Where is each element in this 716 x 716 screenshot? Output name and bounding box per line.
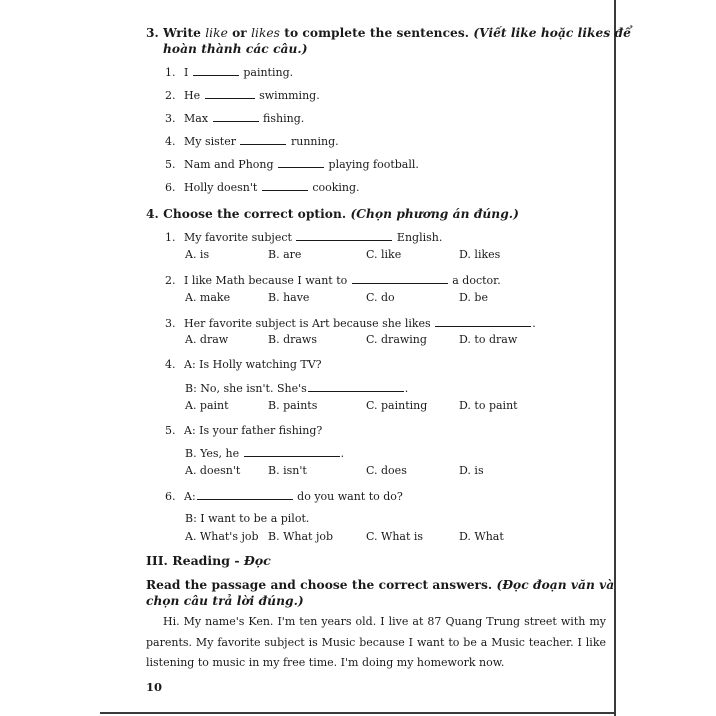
option-c[interactable]: C. What is	[366, 530, 424, 543]
question-text: My favorite subject	[184, 231, 292, 244]
item-number: 2.	[165, 89, 176, 102]
ex3-title-vi: (Viết like hoặc likes để	[473, 26, 631, 40]
item-text: cooking.	[312, 181, 360, 194]
question-text: .	[532, 317, 536, 330]
item-number: 5.	[165, 158, 176, 171]
option-d[interactable]: D. be	[459, 291, 488, 304]
item-text: running.	[290, 135, 339, 148]
option-c[interactable]: C. does	[366, 464, 407, 477]
section-title-vi: Đọc	[243, 553, 271, 568]
page-edge-right	[614, 0, 616, 716]
item-text: Holly doesn't	[184, 181, 258, 194]
ex3-item-6	[165, 180, 360, 194]
answer-blank[interactable]	[352, 273, 448, 284]
option-b[interactable]: B. have	[268, 291, 310, 304]
exercise-3-title	[146, 26, 631, 40]
section-title-text: III. Reading -	[146, 553, 244, 568]
ex3-item-2	[165, 88, 320, 102]
question-text: A: Is Holly watching TV?	[184, 358, 322, 371]
option-a[interactable]: A. paint	[185, 399, 229, 412]
item-text: playing football.	[328, 158, 419, 171]
exercise-4-title	[146, 207, 519, 221]
page-edge-bottom	[100, 712, 616, 714]
ex4-question-5-line2	[185, 446, 344, 460]
instruction-vi-line2: chọn câu trả lời đúng.)	[146, 594, 304, 608]
answer-blank[interactable]	[435, 316, 531, 327]
answer-blank[interactable]	[278, 157, 324, 168]
question-text: A: Is your father fishing?	[184, 424, 323, 437]
ex4-question-1	[165, 230, 442, 244]
question-text: .	[404, 382, 409, 395]
option-d[interactable]: D. likes	[459, 248, 501, 261]
option-a[interactable]: A. is	[185, 248, 210, 261]
question-text: .	[340, 447, 345, 460]
ex3-title-part: to complete the sentences.	[279, 26, 474, 40]
question-text: A:	[184, 490, 196, 503]
ex4-question-4	[165, 358, 322, 371]
ex3-item-3	[165, 111, 304, 125]
ex3-item-5	[165, 157, 419, 171]
item-text: My sister	[184, 135, 236, 148]
question-number: 2.	[165, 274, 176, 287]
question-number: 4.	[165, 358, 176, 371]
ex3-or-word: or	[227, 26, 252, 40]
ex4-question-3	[165, 316, 536, 330]
option-c[interactable]: C. painting	[366, 399, 428, 412]
item-text: Max	[184, 112, 209, 125]
option-d[interactable]: D. to draw	[459, 333, 518, 346]
item-number: 1.	[165, 66, 176, 79]
option-b[interactable]: B. isn't	[268, 464, 307, 477]
reading-instruction	[146, 578, 614, 592]
option-b[interactable]: B. are	[268, 248, 302, 261]
option-c[interactable]: C. do	[366, 291, 395, 304]
page-number: 10	[146, 680, 163, 694]
item-text: I	[184, 66, 189, 79]
option-d[interactable]: D. is	[459, 464, 484, 477]
option-a[interactable]: A. doesn't	[185, 464, 241, 477]
ex4-question-4-line2	[185, 381, 408, 395]
item-number: 6.	[165, 181, 176, 194]
option-b[interactable]: B. draws	[268, 333, 317, 346]
ex4-question-5	[165, 424, 322, 437]
question-text: I like Math because I want to	[184, 274, 348, 287]
item-number: 3.	[165, 112, 176, 125]
ex4-question-2	[165, 273, 501, 287]
item-text: He	[184, 89, 201, 102]
answer-blank[interactable]	[262, 180, 308, 191]
ex3-likes-word: likes	[251, 26, 280, 40]
option-b[interactable]: B. paints	[268, 399, 318, 412]
option-a[interactable]: A. draw	[185, 333, 229, 346]
answer-blank[interactable]	[197, 489, 293, 500]
option-a[interactable]: A. What's job	[185, 530, 259, 543]
ex3-like-word: like	[205, 26, 228, 40]
reading-passage: Hi. My name's Ken. I'm ten years old. I live at 87 Quang Trung street with my parents. My favorite subject is Music because I want to be a Music teacher. I like listening to music in my free time. I'm doing my homework now.	[146, 615, 606, 669]
ex4-title-vi: (Chọn phương án đúng.)	[350, 207, 519, 221]
answer-blank[interactable]	[244, 446, 340, 457]
instruction-vi: (Đọc đoạn văn và	[496, 578, 615, 592]
ex4-question-6	[165, 489, 403, 503]
item-text: Nam and Phong	[184, 158, 274, 171]
option-d[interactable]: D. What	[459, 530, 504, 543]
question-text: B: No, she isn't. She's	[185, 382, 307, 395]
reading-section-title	[146, 553, 271, 568]
item-number: 4.	[165, 135, 176, 148]
question-text: a doctor.	[452, 274, 501, 287]
question-text: English.	[396, 231, 443, 244]
item-text: painting.	[243, 66, 294, 79]
question-number: 1.	[165, 231, 176, 244]
question-text: Her favorite subject is Art because she likes	[184, 317, 431, 330]
answer-blank[interactable]	[193, 65, 239, 76]
question-text: do you want to do?	[297, 490, 403, 503]
option-a[interactable]: A. make	[185, 291, 231, 304]
ex4-title-text: 4. Choose the correct option.	[146, 207, 351, 221]
item-text: fishing.	[263, 112, 305, 125]
question-number: 5.	[165, 424, 176, 437]
option-b[interactable]: B. What job	[268, 530, 334, 543]
ex3-item-1	[165, 65, 293, 79]
ex3-item-4	[165, 134, 339, 148]
question-number: 6.	[165, 490, 176, 503]
instruction-text: Read the passage and choose the correct answers.	[146, 578, 497, 592]
question-text: B. Yes, he	[185, 447, 240, 460]
option-c[interactable]: C. drawing	[366, 333, 427, 346]
question-text: B: I want to be a pilot.	[185, 512, 310, 525]
answer-blank[interactable]	[308, 381, 404, 392]
item-text: swimming.	[259, 89, 320, 102]
ex3-title-part: 3. Write	[146, 26, 206, 40]
option-c[interactable]: C. like	[366, 248, 402, 261]
exercise-3-title-vi-line2: hoàn thành các câu.)	[163, 42, 308, 56]
answer-blank[interactable]	[296, 230, 392, 241]
answer-blank[interactable]	[213, 111, 259, 122]
option-d[interactable]: D. to paint	[459, 399, 518, 412]
answer-blank[interactable]	[240, 134, 286, 145]
question-number: 3.	[165, 317, 176, 330]
answer-blank[interactable]	[205, 88, 255, 99]
